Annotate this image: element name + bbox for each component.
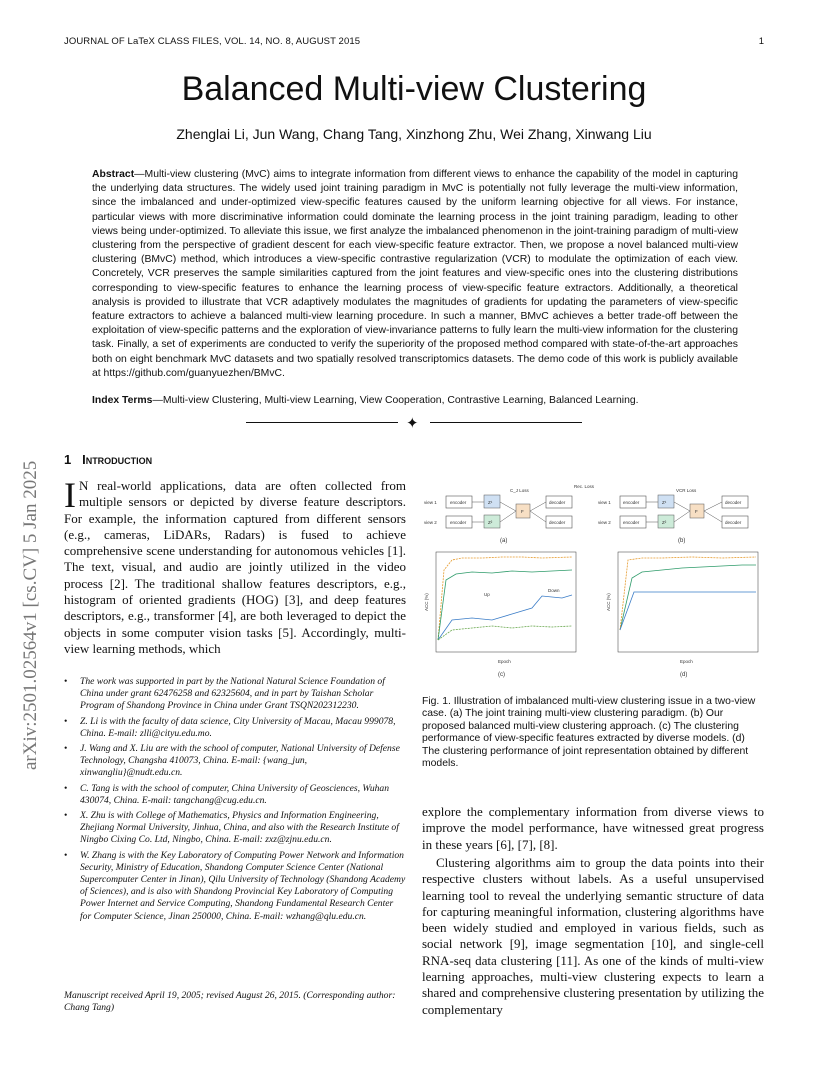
footnote-item: • X. Zhu is with College of Mathematics, Physics and Information Engineering, Zhejiang Normal University, Jinhua, China, and also with the Research Institute of Ningbo Cixing Co. Ltd, Ningbo, China. E-mail: zxz@zjnu.edu.cn. <box>80 810 406 847</box>
index-terms-text: —Multi-view Clustering, Multi-view Learning, View Cooperation, Contrastive Learning, Balanced Learning. <box>152 395 639 406</box>
footnote-item: • J. Wang and X. Liu are with the school of computer, National University of Defense Technology, Changsha 410073, China. E-mail: {wang_jun, xinwangliu}@nudt.edu.cn. <box>80 743 406 780</box>
encoder-label: encoder <box>623 520 640 525</box>
z2-label: Z² <box>662 520 667 525</box>
intro-paragraph-1 <box>64 475 406 657</box>
panel-b-label: (b) <box>678 538 686 544</box>
paper-title: Balanced Multi-view Clustering <box>181 70 647 108</box>
decoder-label: decoder <box>725 500 742 505</box>
separator-right <box>430 422 582 423</box>
section-heading <box>64 452 152 467</box>
intro-p1-text: N real-world applications, data are often collected from multiple sensors or depicted by diverse feature descriptors. For example, the information captured from different sensors (e.g., cameras, LiDARs, Radars) is fused to achieve comprehensive scene understanding for autonomous vehicles [1]. The text, visual, and audio are jointly utilized in the video process [2]. The traditional shallow features descriptors, e.g., histogram of oriented gradients (HOG) [3], and deep features descriptors, e.g., transformer [4], are both leveraged to depict the objects in some computer vision tasks [5]. Accordingly, multi-view learning methods, which <box>64 478 406 656</box>
encoder-label: encoder <box>450 500 467 505</box>
f-label: F <box>521 509 524 514</box>
abstract <box>92 168 738 381</box>
f-label: F <box>695 509 698 514</box>
acc-axis-label: ACC (%) <box>424 593 429 611</box>
figure-caption: Fig. 1. Illustration of imbalanced multi-view clustering issue in a two-view case. (a) The joint training multi-view clustering paradigm. (b) Our proposed balanced multi-view clustering approach. (c) The clustering performance of view-specific features extracted by diverse models. (d) The clustering performance of joint representation obtained by different models. <box>422 696 756 770</box>
panel-a-diagram <box>424 484 595 544</box>
epoch-axis-label: Epoch <box>680 659 693 664</box>
view2-label: view 2 <box>598 520 611 525</box>
encoder-label: encoder <box>623 500 640 505</box>
encoder-label: encoder <box>450 520 467 525</box>
z1-label: Z¹ <box>488 500 493 505</box>
section-title: Introduction <box>82 452 153 467</box>
intro-paragraph-2: Clustering algorithms aim to group the data points into their respective clusters without labels. As a useful unsupervised learning tool to reveal the underlying semantic structure of data for capturing meaningful information, clustering algorithms have been widely studied and employed in various fields, such as social network [9], image segmentation [10], and single-cell RNA-seq data clustering [11]. As one of the kinds of multi-view learning approaches, multi-view clustering expects to learn a shared and comprehensive clustering presentation by utilizing the complementary <box>422 855 764 1017</box>
drop-cap: I <box>64 475 76 515</box>
index-terms-label: Index Terms <box>92 395 153 406</box>
author-list: Zhenglai Li, Jun Wang, Chang Tang, Xinzhong Zhu, Wei Zhang, Xinwang Liu <box>176 126 652 142</box>
panel-c-plot <box>424 552 576 678</box>
diamond-ornament-icon: ✦ <box>406 414 419 432</box>
decoder-label: decoder <box>549 500 566 505</box>
separator-left <box>246 422 398 423</box>
panel-b-diagram <box>598 488 748 544</box>
manuscript-note: Manuscript received April 19, 2005; revised August 26, 2015. (Corresponding author: Chang Tang) <box>64 990 396 1013</box>
c-loss-label: C_J Loss <box>510 488 529 493</box>
footnote-item: • C. Tang is with the school of computer, China University of Geosciences, Wuhan 430074, China. E-mail: tangchang@cug.edu.cn. <box>80 783 406 807</box>
footnote-item: • Z. Li is with the faculty of data science, City University of Macau, Macau 999078, China. E-mail: zlli@cityu.edu.mo. <box>80 716 406 740</box>
epoch-axis-label: Epoch <box>498 659 511 664</box>
z1-label: Z¹ <box>662 500 667 505</box>
view1-label: view 1 <box>424 500 437 505</box>
arxiv-stamp: arXiv:2501.02564v1 [cs.CV] 5 Jan 2025 <box>20 460 41 770</box>
view1-label: view 1 <box>598 500 611 505</box>
panel-d-label: (d) <box>680 672 688 678</box>
vcr-loss-label: VCR Loss <box>676 488 697 493</box>
acc-axis-label: ACC (%) <box>606 593 611 611</box>
footnote-item: • The work was supported in part by the National Natural Science Foundation of China under grant 62476258 and 62325604, and in part by Taishan Scholar Program of Shandong Province in China under Grant TSQN202312230. <box>80 676 406 713</box>
running-header: JOURNAL OF LaTeX CLASS FILES, VOL. 14, NO. 8, AUGUST 2015 <box>64 36 361 47</box>
panel-c-label: (c) <box>498 672 505 678</box>
down-annotation: Down <box>548 588 560 593</box>
panel-a-label: (a) <box>500 538 508 544</box>
abstract-text: —Multi-view clustering (MvC) aims to integrate information from different views to enhance the capability of the model in capturing the underlying data structures. The widely used joint training paradigm in MvC is potentially not fully leverage the multi-view information, since the imbalanced and under-optimized view-specific features caused by the uniform learning objective for all views. For instance, particular views with more discriminative information could dominate the learning process in the joint training paradigm, leading to other views being under-optimized. To alleviate this issue, we first analyze the imbalanced phenomenon in the joint-training paradigm of multi-view clustering from the perspective of gradient descent for each view-specific feature extractor. Then, we propose a novel balanced multi-view clustering (BMvC) method, which introduces a view-specific contrastive regularization (VCR) to modulate the optimization of each view. Concretely, VCR preserves the sample similarities captured from the joint features and view-specific ones into the clustering distributions corresponding to view-specific features to enhance the learning process of view-specific feature extractors. Additionally, a theoretical analysis is provided to illustrate that VCR adaptively modulates the magnitudes of gradients for updating the parameters of view-specific feature extractors to achieve a balanced multi-view learning procedure. In such a manner, BMvC achieves a better trade-off between the exploitation of view-specific patterns and the exploration of view-invariance patterns to fully learn the multi-view information for the clustering task. Finally, a set of experiments are conducted to verify the superiority of the proposed method compared with state-of-the-art approaches both on eight benchmark MvC datasets and two spatially resolved transcriptomics datasets. The demo code of this work is publicly available at https://github.com/guanyuezhen/BMvC. <box>92 169 738 379</box>
index-terms <box>92 394 738 408</box>
decoder-label: decoder <box>549 520 566 525</box>
footnotes <box>64 676 406 926</box>
panel-d-plot <box>606 552 758 678</box>
footnote-item: • W. Zhang is with the Key Laboratory of Computing Power Network and Information Security, Ministry of Education, Shandong Computer Science Center (National Supercomputer Center in Jinan), Qilu University of Technology (Shandong Academy of Sciences), and is also with Shandong Provincial Key Laboratory of Computing Power Internet and Service Computing, Shandong Fundamental Research Center for Computer Science, Jinan 250000, China. E-mail: wzhang@qlu.edu.cn. <box>80 850 406 923</box>
figure-1 <box>422 480 764 690</box>
page-number: 1 <box>758 36 764 47</box>
up-annotation: Up <box>484 592 490 597</box>
rec-loss-label: Rec. Loss <box>574 484 595 489</box>
z2-label: Z² <box>488 520 493 525</box>
decoder-label: decoder <box>725 520 742 525</box>
intro-paragraph-1-continued: explore the complementary information from diverse views to improve the model performance, have witnessed great progress in these years [6], [7], [8]. <box>422 804 764 852</box>
section-number: 1 <box>64 452 72 467</box>
abstract-label: Abstract <box>92 169 135 180</box>
view2-label: view 2 <box>424 520 437 525</box>
